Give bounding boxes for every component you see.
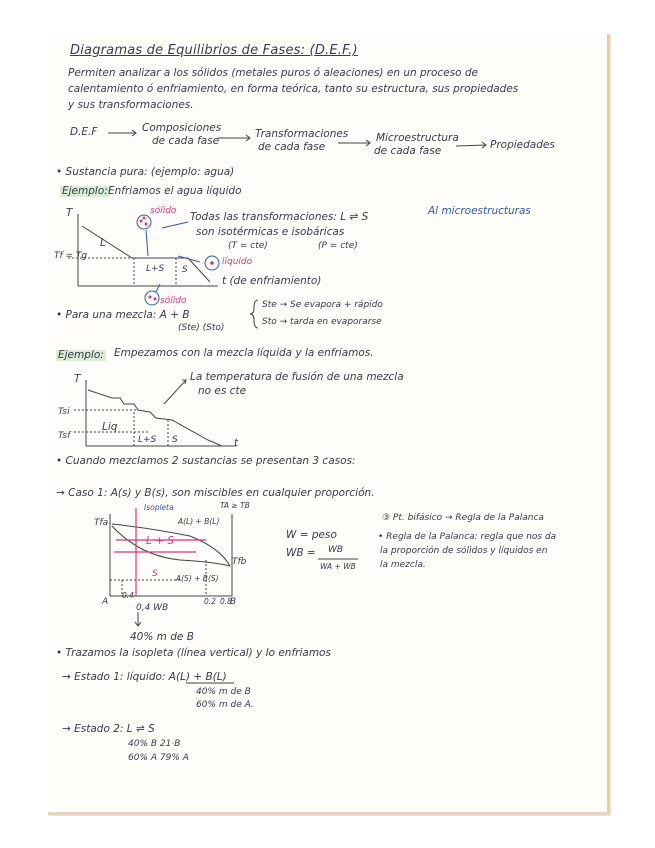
caso1-punto-bifasico: ③ Pt. bifásico → Regla de la Palanca xyxy=(382,513,544,523)
mezcla-sto: Sto → tarda en evaporarse xyxy=(262,317,382,327)
caso1-pct: 40% m de B xyxy=(130,631,194,643)
caso1-s-label: S xyxy=(152,569,158,579)
caso1-bottom-label: A(S) + B(S) xyxy=(176,574,219,583)
ejemplo2-note-1: La temperatura de fusión de una mezcla xyxy=(190,371,404,383)
flow-transformaciones-1: Transformaciones xyxy=(255,128,349,140)
intro-line-3: y sus transformaciones. xyxy=(68,99,194,111)
ejemplo1-solido-bottom: sólido xyxy=(160,296,187,306)
ej1-arrow-c xyxy=(156,284,160,292)
cuando-mezclamos: • Cuando mezclamos 2 sustancias se presentan 3 casos: xyxy=(56,455,356,467)
ejemplo1-transformaciones: Todas las transformaciones: L ⇌ S xyxy=(190,211,369,223)
caso1-wb-eq: WB = xyxy=(286,547,316,559)
ejemplo1-tcte: (T = cte) xyxy=(228,241,268,251)
ejemplo2-liq: Liq xyxy=(102,421,118,433)
ej2-arrow xyxy=(164,380,186,404)
ejemplo1-phase-LS: L+S xyxy=(146,264,165,274)
ejemplo2-t: t xyxy=(234,437,239,449)
flow-arrow-4 xyxy=(456,142,486,148)
ejemplo1-phase-S: S xyxy=(182,265,188,275)
flow-transformaciones-2: de cada fase xyxy=(258,141,326,153)
intro-line-2: calentamiento ó enfriamiento, en forma teórica, tanto su estructura, sus propiedades xyxy=(68,83,519,95)
flow-arrow-3 xyxy=(338,140,370,146)
ejemplo1-text: Enfriamos el agua líquido xyxy=(108,185,242,197)
caso1-tick-3: 0.8 xyxy=(220,597,232,606)
sustancia-pura: • Sustancia pura: (ejemplo: agua) xyxy=(56,166,235,178)
ejemplo1-tag: Ejemplo: xyxy=(62,185,108,197)
caso1-B: B xyxy=(230,597,237,607)
estado1-text: → Estado 1: líquido: A(L) + B(L) xyxy=(62,671,227,683)
flow-arrow-1 xyxy=(108,130,136,136)
ej2-curve xyxy=(88,390,222,446)
page-title: Diagramas de Equilibrios de Fases: (D.E.F.) xyxy=(70,43,358,58)
caso1-A: A xyxy=(102,597,109,607)
caso1-frac-den: WA + WB xyxy=(320,562,356,571)
caso1-top-label: A(L) + B(L) xyxy=(178,517,220,526)
ej1-arrow-a xyxy=(146,230,148,256)
flow-propiedades: Propiedades xyxy=(490,139,555,151)
mezcla-sub: (Ste) (Sto) xyxy=(178,323,225,333)
caso1-liquidus xyxy=(112,524,230,566)
ejemplo1-solido-top: sólido xyxy=(150,206,177,216)
ej1-solid-circle-bottom xyxy=(145,291,159,305)
ejemplo2-LS: L+S xyxy=(138,435,157,445)
caso1-ta-tb: TA ≥ TB xyxy=(220,501,250,510)
ej1-arrow-to-note xyxy=(162,222,188,228)
flow-microestructura-1: Microestructura xyxy=(376,132,459,144)
flow-composiciones-1: Composiciones xyxy=(142,122,222,134)
estado1-a: 60% m de A. xyxy=(196,700,254,710)
mezcla-ste: Ste → Se evapora + rápido xyxy=(262,300,383,310)
estado2-text: → Estado 2: L ⇌ S xyxy=(62,723,155,735)
ejemplo2-tsf: Tsf xyxy=(58,431,71,441)
ejemplo2-text: Empezamos con la mezcla líquida y la enfriamos. xyxy=(114,347,374,359)
caso1-wb: 0,4 WB xyxy=(136,603,169,613)
intro-line-1: Permiten analizar a los sólidos (metales puros ó aleaciones) en un proceso de xyxy=(68,67,478,79)
caso1-regla-3: la mezcla. xyxy=(380,560,426,570)
caso1-tfa: Tfa xyxy=(94,518,109,528)
flow-def: D.E.F xyxy=(70,126,98,138)
estado1-b: 40% m de B xyxy=(196,687,251,697)
ejemplo1-axis-t: T xyxy=(66,207,73,219)
flow-composiciones-2: de cada fase xyxy=(152,135,220,147)
ejemplo1-phase-L: L xyxy=(100,237,106,249)
caso1-regla-2: la proporción de sólidos y líquidos en xyxy=(380,546,548,556)
flow-arrow-2 xyxy=(218,135,250,141)
ejemplo2-axis-t: T xyxy=(74,373,81,385)
ej1-arrow-b xyxy=(178,256,200,262)
mezcla-line: • Para una mezcla: A + B xyxy=(56,309,190,321)
caso1-isopleta: Isopleta xyxy=(144,503,174,512)
ejemplo1-liquido: líquido xyxy=(222,257,253,267)
caso1-LS-label: L + S xyxy=(146,535,174,547)
caso1-tick-1: 0.4 xyxy=(122,591,134,600)
caso1-frac-num: WB xyxy=(328,545,344,555)
ejemplo2-S: S xyxy=(172,435,178,445)
trazamos: • Trazamos la isopleta (línea vertical) y lo enfriamos xyxy=(56,647,331,659)
caso1-tick-2: 0.2 xyxy=(204,597,216,606)
ejemplo1-microestructuras: Al microestructuras xyxy=(428,205,531,217)
caso1-arrow-down xyxy=(135,612,141,626)
ejemplo1-pcte: (P = cte) xyxy=(318,241,358,251)
ejemplo2-note-2: no es cte xyxy=(198,385,247,397)
ejemplo1-tf: Tf = Tg xyxy=(54,251,88,261)
ejemplo2-tag: Ejemplo: xyxy=(58,349,104,361)
flow-microestructura-2: de cada fase xyxy=(374,145,442,157)
ejemplo1-t-axis: t (de enfriamiento) xyxy=(222,275,322,287)
estado2-row-1: 40% B 21·B xyxy=(128,739,181,749)
caso1-regla-1: • Regla de la Palanca: regla que nos da xyxy=(378,532,557,542)
mezcla-brace xyxy=(250,300,258,328)
estado2-row-2: 60% A 79% A xyxy=(128,753,189,763)
ejemplo1-isotermicas: son isotérmicas e isobáricas xyxy=(196,226,345,238)
caso1-text: → Caso 1: A(s) y B(s), son miscibles en cualquier proporción. xyxy=(56,487,375,499)
ejemplo2-tsi: Tsi xyxy=(58,407,70,417)
caso1-w-def: W = peso xyxy=(286,529,337,541)
caso1-tfb: Tfb xyxy=(232,557,247,567)
